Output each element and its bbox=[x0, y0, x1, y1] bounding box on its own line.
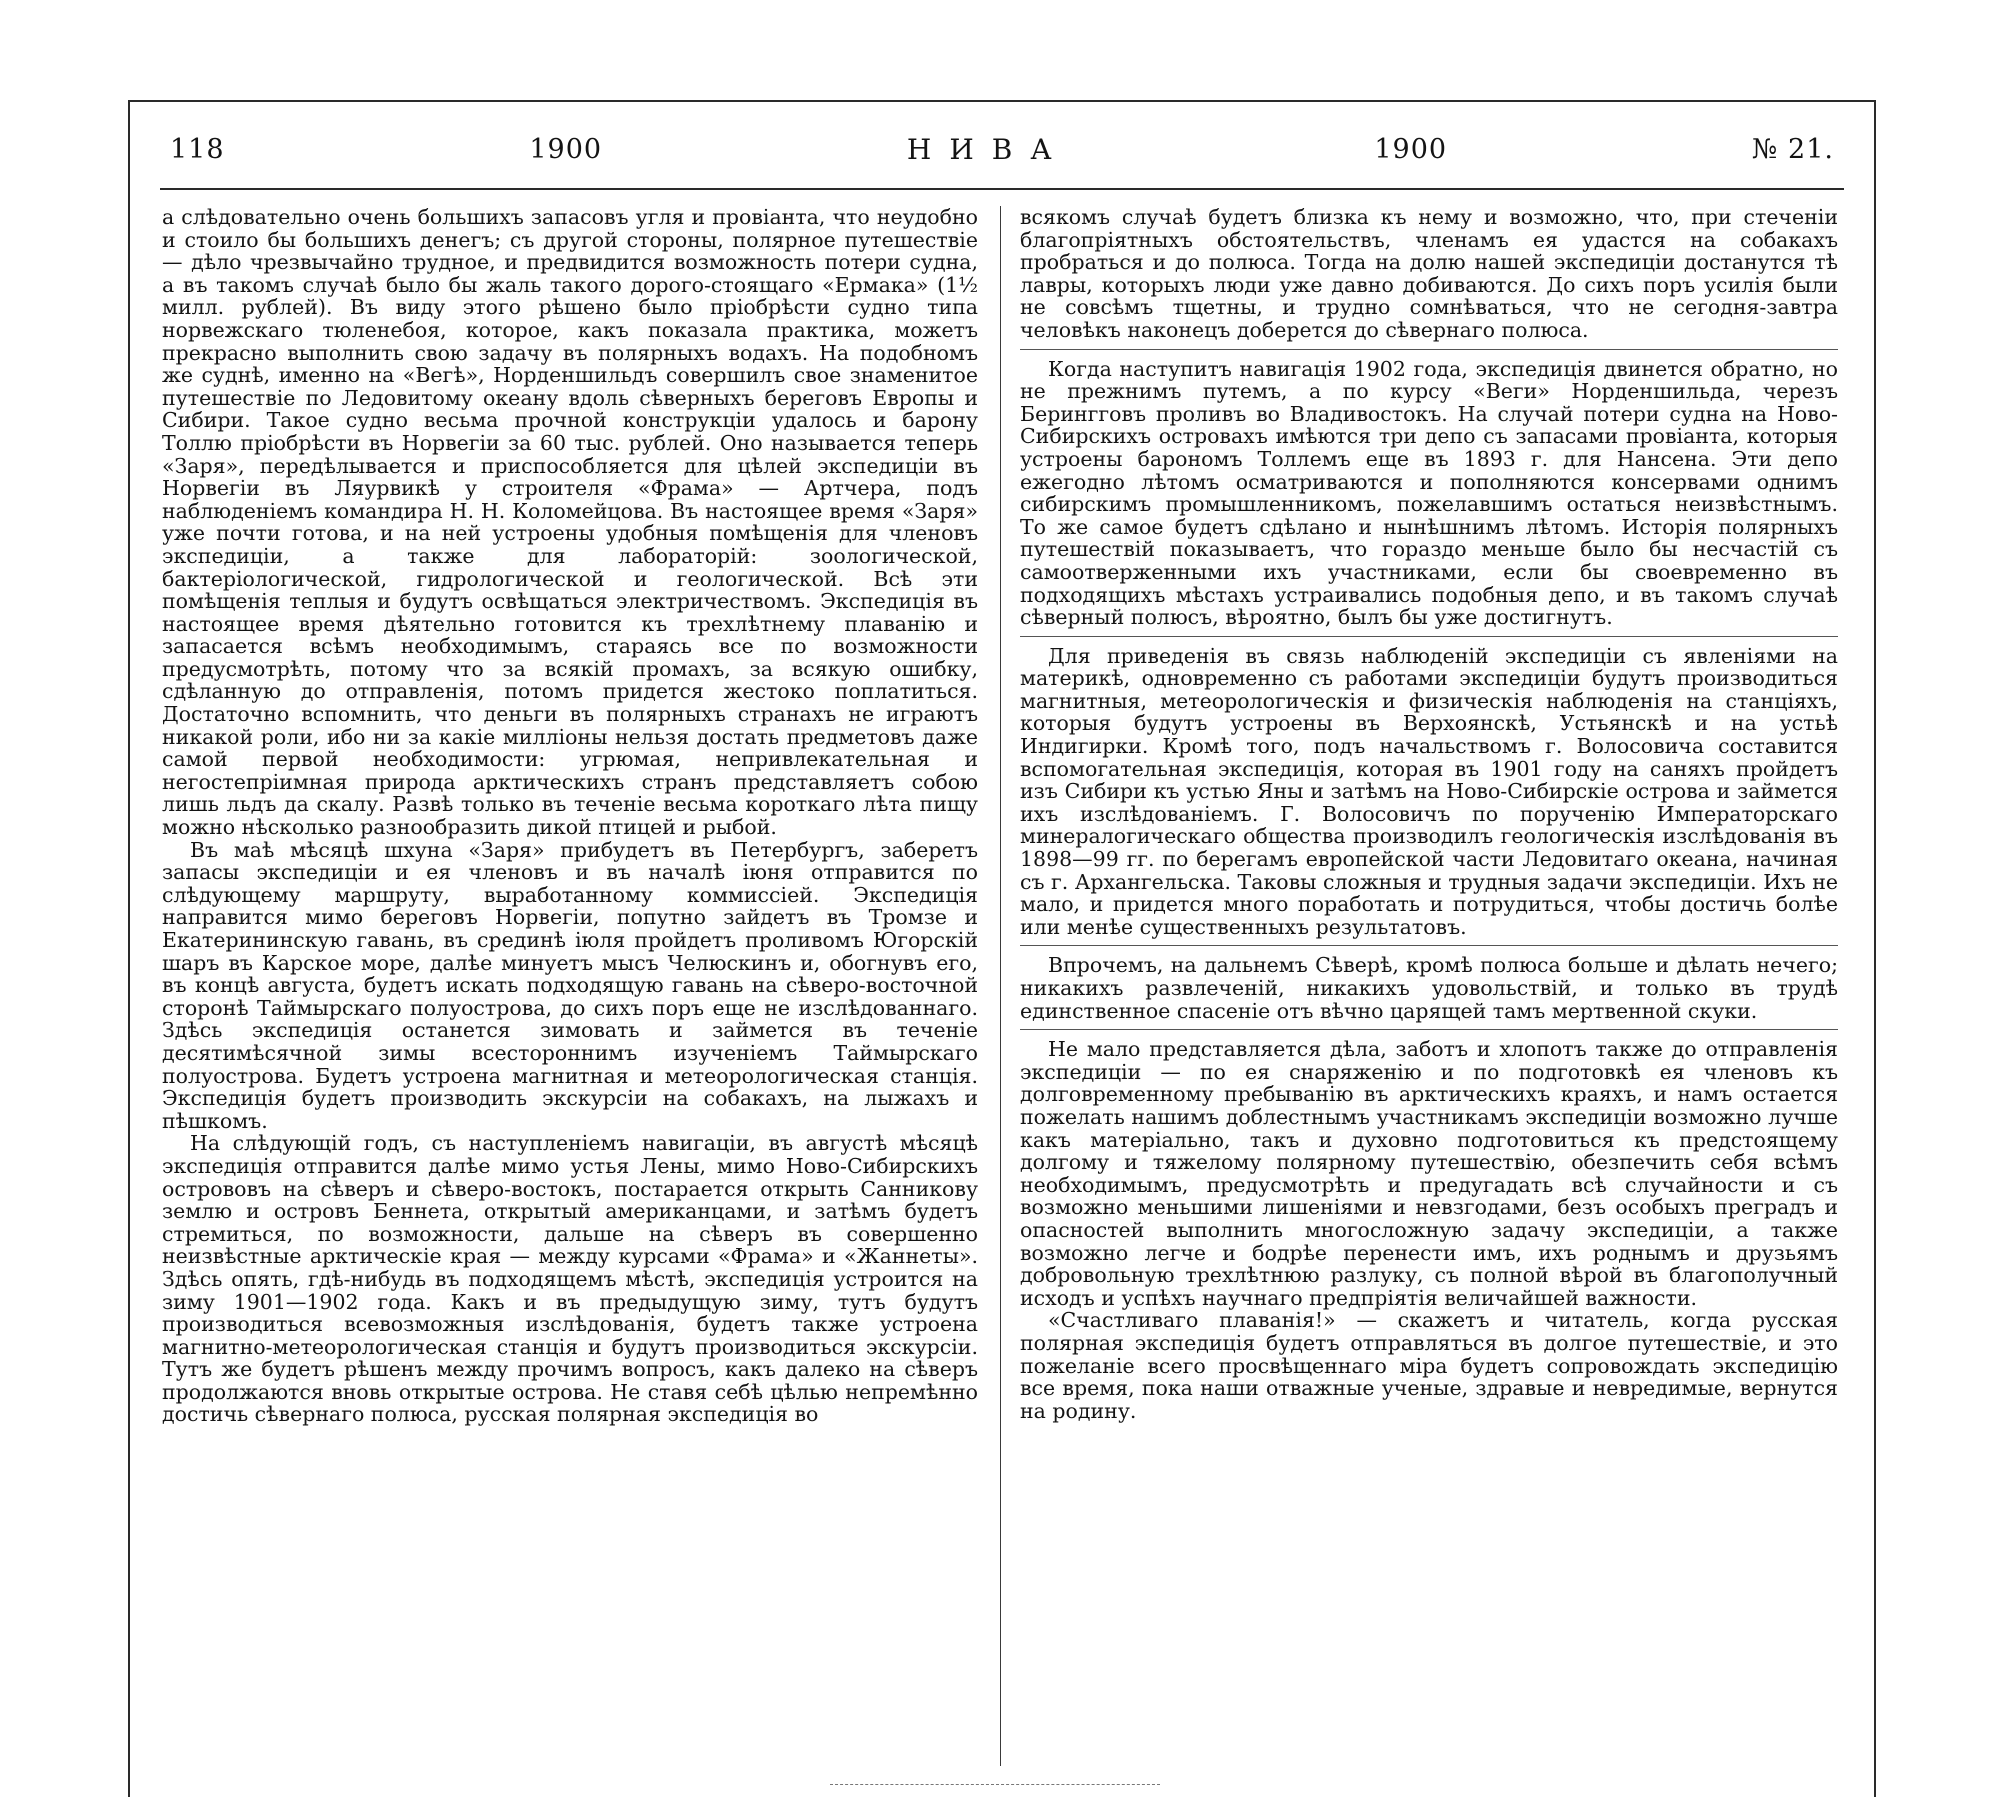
paragraph-rule bbox=[1020, 1029, 1838, 1030]
paragraph: Не мало представляется дѣла, заботъ и хлопотъ также до отправленія экспедиціи — по ея снаряженію и по подготовкѣ ея членовъ къ долговременному пребыванію въ арктическихъ краяхъ, и намъ остается пожелать нашимъ доблестнымъ участникамъ экспедиціи возможно лучше какъ матеріально, такъ и духовно подготовиться къ предстоящему долгому и тяжелому полярному путешествію, обезпечить себя всѣмъ необходимымъ, предусмотрѣть и предугадать всѣ случайности и съ возможно меньшими лишеніями и невзгодами, безъ особыхъ преградъ и опасностей выполнить многосложную задачу экспедиціи, а также возможно легче и бодрѣе перенести имъ, ихъ роднымъ и друзьямъ добровольную трехлѣтнюю разлуку, съ полной вѣрой въ благополучный исходъ и успѣхъ научнаго предпріятія величайшей важности. bbox=[1020, 1037, 1838, 1310]
journal-title: НИВА bbox=[906, 132, 1070, 166]
paragraph: На слѣдующій годъ, съ наступленіемъ навигаціи, въ августѣ мѣсяцѣ экспедиція отправится далѣе мимо устья Лены, мимо Ново-Сибирскихъ острововъ на сѣверъ и сѣверо-востокъ, постарается открыть Санникову землю и островъ Беннета, открытый американцами, и затѣмъ будетъ стремиться, по возможности, дальше на сѣверъ въ совершенно неизвѣстные арктическіе края — между курсами «Фрама» и «Жаннеты». Здѣсь опять, гдѣ-нибудь въ подходящемъ мѣстѣ, экспедиція устроится на зиму 1901—1902 года. Какъ и въ предыдущую зиму, тутъ будутъ производиться всевозможныя изслѣдованія, будетъ также устроена магнитно-метеорологическая станція и будутъ производиться экскурсіи. Тутъ же будетъ рѣшенъ между прочимъ вопросъ, какъ далеко на сѣверъ продолжаются вновь открытые острова. Не ставя себѣ цѣлью непремѣнно достичь сѣвернаго полюса, русская полярная экспедиція во bbox=[162, 1131, 978, 1427]
paragraph: Впрочемъ, на дальнемъ Сѣверѣ, кромѣ полюса больше и дѣлать нечего; никакихъ развлеченій, никакихъ удовольствій, и только въ трудѣ единственное спасеніе отъ вѣчно царящей тамъ мертвенной скуки. bbox=[1020, 953, 1838, 1023]
paragraph: «Счастливаго плаванія!» — скажетъ и читатель, когда русская полярная экспедиція будетъ отправляться въ долгое путешествіе, и это пожеланіе всего просвѣщеннаго міра будетъ сопровождать экспедицію все время, пока наши отважные ученые, здравые и невредимые, вернутся на родину. bbox=[1020, 1308, 1838, 1423]
year-left: 1900 bbox=[529, 133, 603, 165]
paragraph: Въ маѣ мѣсяцѣ шхуна «Заря» прибудетъ въ Петербургъ, заберетъ запасы экспедиціи и ея членовъ и въ началѣ іюня отправится по слѣдующему маршруту, выработанному коммиссіей. Экспедиція направится мимо береговъ Норвегіи, попутно зайдетъ въ Тромзе и Екатерининскую гавань, въ срединѣ іюля пройдетъ проливомъ Югорскій шаръ въ Карское море, далѣе минуетъ мысъ Челюскинъ и, обогнувъ его, въ концѣ августа, будетъ искать подходящую гавань на сѣверо-восточной сторонѣ Таймырскаго полуострова, до сихъ поръ еще не изслѣдованнаго. Здѣсь экспедиція останется зимовать и займется въ теченіе десятимѣсячной зимы всестороннимъ изученіемъ Таймырскаго полуострова. Будетъ устроена магнитная и метеорологическая станція. Экспедиція будетъ производить экскурсіи на собакахъ, на лыжахъ и пѣшкомъ. bbox=[162, 837, 978, 1133]
page-number: 118 bbox=[170, 133, 225, 165]
paragraph: всякомъ случаѣ будетъ близка къ нему и возможно, что, при стеченіи благопріятныхъ обстоятельствъ, членамъ ея удастся на собакахъ пробраться и до полюса. Тогда на долю нашей экспедиціи достанутся тѣ лавры, которыхъ люди уже давно добиваются. До сихъ поръ усилія были не совсѣмъ тщетны, и трудно сомнѣваться, что не сегодня-завтра человѣкъ наконецъ доберется до сѣвернаго полюса. bbox=[1020, 205, 1838, 342]
column-divider bbox=[1000, 206, 1001, 1766]
page-header bbox=[170, 124, 1834, 174]
left-column bbox=[162, 206, 978, 1426]
newspaper-page bbox=[128, 100, 1876, 1797]
paragraph: Когда наступитъ навигація 1902 года, экспедиція двинется обратно, но не прежнимъ путемъ, а по курсу «Веги» Норденшильда, черезъ Берингговъ проливъ во Владивостокъ. На случай потери судна на Ново-Сибирскихъ островахъ имѣются три депо съ запасами провіанта, которыя устроены барономъ Толлемъ еще въ 1893 г. для Нансена. Эти депо ежегодно лѣтомъ осматриваются и пополняются консервами однимъ сибирскимъ промышленникомъ, пожелавшимъ остаться неизвѣстнымъ. То же самое будетъ сдѣлано и нынѣшнимъ лѣтомъ. Исторія полярныхъ путешествій показываетъ, что гораздо меньше было бы несчастій съ самоотверженными ихъ участниками, если бы своевременно въ подходящихъ мѣстахъ устраивались подобныя депо, и въ такомъ случаѣ сѣверный полюсъ, вѣроятно, былъ бы уже достигнутъ. bbox=[1020, 356, 1838, 630]
paragraph: а слѣдовательно очень большихъ запасовъ угля и провіанта, что неудобно и стоило бы большихъ денегъ; съ другой стороны, полярное путешествіе — дѣло чрезвычайно трудное, и предвидится возможность потери судна, а въ такомъ случаѣ было бы жаль такого дорого-стоящаго «Ермака» (1½ милл. рублей). Въ виду этого рѣшено было пріобрѣсти судно типа норвежскаго тюленебоя, которое, какъ показала практика, можетъ прекрасно выполнить свою задачу въ полярныхъ водахъ. На подобномъ же суднѣ, именно на «Вегѣ», Норденшильдъ совершилъ свое знаменитое путешествіе по Ледовитому океану вдоль сѣверныхъ береговъ Европы и Сибири. Такое судно весьма прочной конструкціи удалось и барону Толлю пріобрѣсти въ Норвегіи за 60 тыс. рублей. Оно называется теперь «Заря», передѣлывается и приспособляется для цѣлей экспедиціи въ Норвегіи въ Ляурвикѣ у строителя «Фрама» — Артчера, подъ наблюденіемъ командира Н. Н. Коломейцова. Въ настоящее время «Заря» уже почти готова, и на ней устроены удобныя помѣщенія для членовъ экспедиціи, а также для лабораторій: зоологической, бактеріологической, гидрологической и геологической. Всѣ эти помѣщенія теплыя и будутъ освѣщаться электричествомъ. Экспедиція въ настоящее время дѣятельно готовится къ трехлѣтнему плаванію и запасается всѣмъ необходимымъ, стараясь все по возможности предусмотрѣть, потому что за всякій промахъ, за всякую ошибку, сдѣланную до отправленія, потомъ придется жестоко поплатиться. Достаточно вспомнить, что деньги въ полярныхъ странахъ не играютъ никакой роли, ибо ни за какіе милліоны нельзя достать предметовъ даже самой первой необходимости: угрюмая, непривлекательная и негостепріимная природа арктическихъ странъ представляетъ собою лишь льдъ да скалу. Развѣ только въ теченіе весьма короткаго лѣта пищу можно нѣсколько разнообразить дикой птицей и рыбой. bbox=[162, 205, 978, 840]
paragraph-rule bbox=[1020, 636, 1838, 637]
paragraph-rule bbox=[1020, 945, 1838, 946]
issue-number: № 21. bbox=[1751, 133, 1834, 165]
paragraph: Для приведенія въ связь наблюденій экспедиціи съ явленіями на материкѣ, одновременно съ работами экспедиціи будутъ производиться магнитныя, метеорологическія и физическія наблюденія на станціяхъ, которыя будутъ устроены въ Верхоянскѣ, Устьянскѣ и на устьѣ Индигирки. Кромѣ того, подъ начальствомъ г. Волосовича составится вспомогательная экспедиція, которая въ 1901 году на саняхъ пройдетъ изъ Сибири къ устью Яны и затѣмъ на Ново-Сибирскіе острова и займется ихъ изслѣдованіемъ. Г. Волосовичъ по порученію Императорскаго минералогическаго общества производилъ геологическія изслѣдованія въ 1898—99 гг. по берегамъ европейской части Ледовитаго океана, начиная съ г. Архангельска. Таковы сложныя и трудныя задачи экспедиціи. Ихъ не мало, и придется много поработать и потрудиться, чтобы достичь болѣе или менѣе существенныхъ результатовъ. bbox=[1020, 643, 1838, 939]
header-rule bbox=[160, 188, 1844, 190]
footer-rule bbox=[830, 1784, 1160, 1785]
right-column bbox=[1020, 206, 1838, 1422]
year-right: 1900 bbox=[1374, 133, 1448, 165]
paragraph-rule bbox=[1020, 349, 1838, 350]
